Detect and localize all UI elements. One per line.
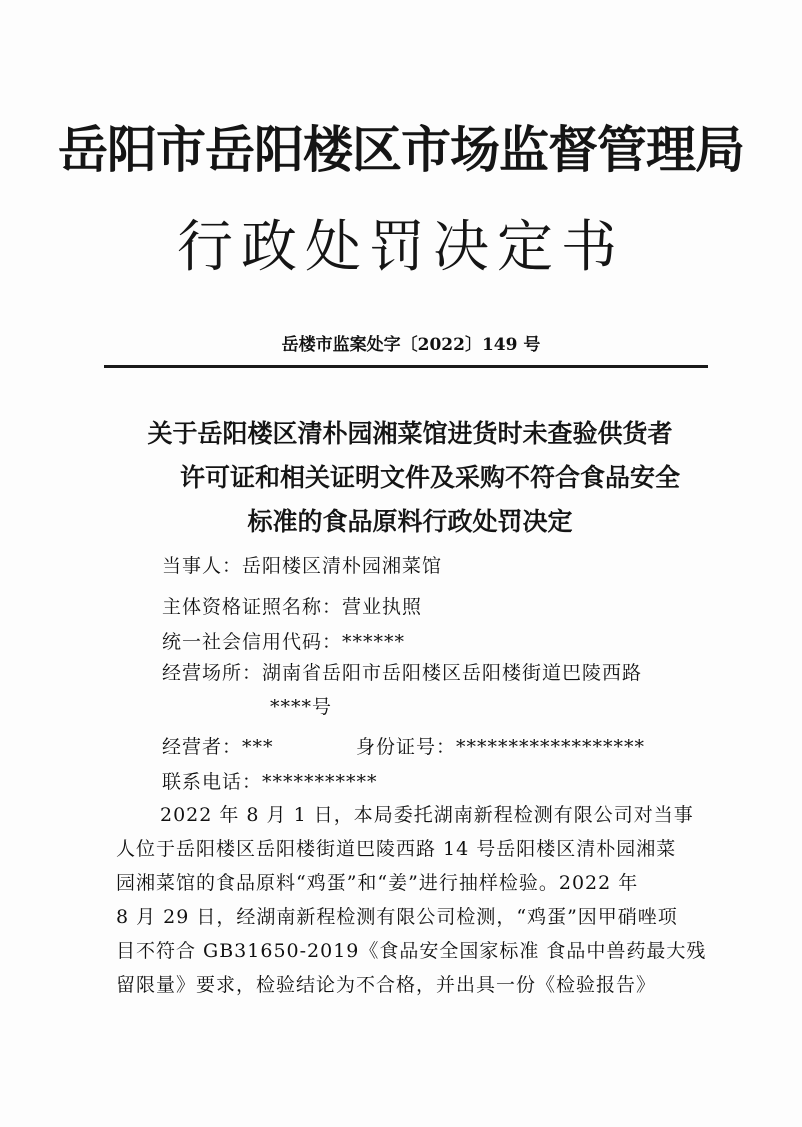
document-number: 岳楼市监案处字〔2022〕149 号 — [281, 335, 541, 355]
agency-name: 岳阳市岳阳楼区市场监督管理局 — [58, 121, 744, 179]
paragraph-line: 留限量》要求，检验结论为不合格，并出具一份《检验报告》 — [116, 974, 657, 996]
paragraph-line: 人位于岳阳楼区岳阳楼街道巴陵西路 14 号岳阳楼区清朴园湘菜 — [116, 838, 677, 860]
operator-field: 经营者：*** — [162, 736, 274, 758]
party-field: 当事人：岳阳楼区清朴园湘菜馆 — [162, 555, 443, 577]
header-divider — [104, 365, 708, 368]
paragraph-line: 8 月 29 日，经湖南新程检测有限公司检测，“鸡蛋”因甲硝唑项 — [116, 906, 678, 928]
address-field-continued: ****号 — [270, 696, 333, 718]
decision-subject — [100, 412, 720, 544]
case-facts-paragraph — [116, 798, 706, 1002]
subject-line: 标准的食品原料行政处罚决定 — [247, 507, 573, 536]
subject-line: 关于岳阳楼区清朴园湘菜馆进货时未查验供货者 — [147, 419, 673, 448]
address-field: 经营场所：湖南省岳阳市岳阳楼区岳阳楼街道巴陵西路 — [162, 662, 643, 684]
license-name-field: 主体资格证照名称：营业执照 — [162, 596, 423, 618]
phone-field: 联系电话：*********** — [162, 771, 378, 793]
credit-code-field: 统一社会信用代码：****** — [162, 631, 406, 653]
paragraph-line: 目不符合 GB31650-2019《食品安全国家标准 食品中兽药最大残 — [116, 940, 707, 962]
paragraph-line: 2022 年 8 月 1 日，本局委托湖南新程检测有限公司对当事 — [160, 804, 694, 826]
document-title: 行政处罚决定书 — [177, 215, 625, 280]
paragraph-line: 园湘菜馆的食品原料“鸡蛋”和“姜”进行抽样检验。2022 年 — [116, 872, 639, 894]
id-number-field: 身份证号：****************** — [356, 736, 646, 758]
subject-line: 许可证和相关证明文件及采购不符合食品安全 — [179, 463, 680, 492]
